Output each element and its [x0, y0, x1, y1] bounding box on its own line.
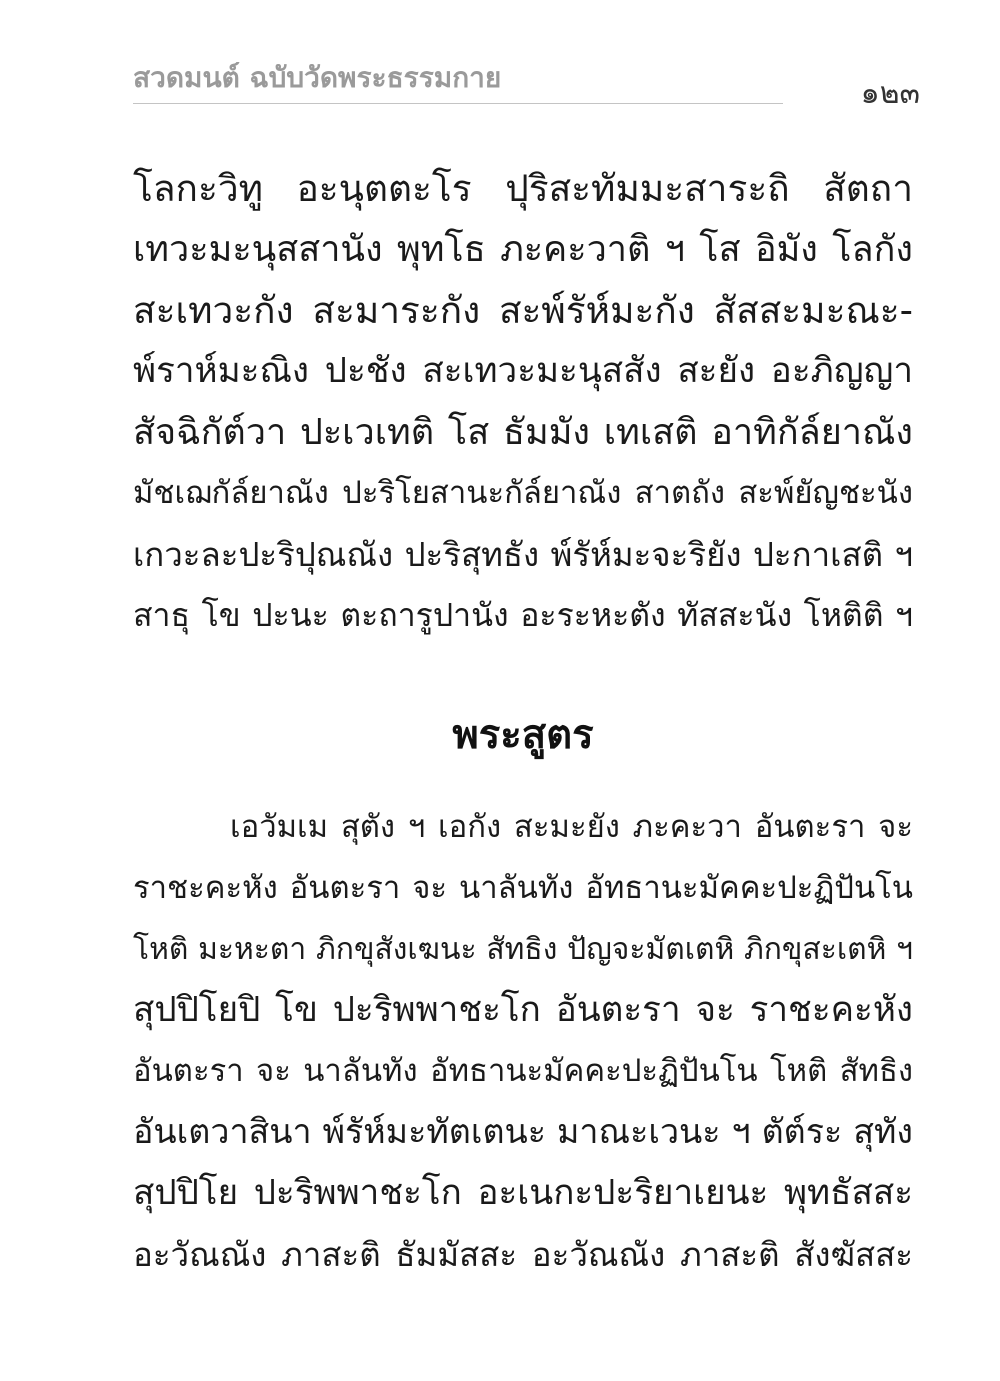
header-rule [133, 103, 783, 104]
text-line: มัชเฌกัล์ยาณัง ปะริโยสานะกัล์ยาณัง สาตถัง สะพ์ยัญชะนัง [133, 475, 913, 511]
text-line: พ์ราห์มะณิง ปะชัง สะเทวะมะนุสสัง สะยัง อะภิญญา [133, 351, 913, 391]
running-head: สวดมนต์ ฉบับวัดพระธรรมกาย [133, 61, 502, 94]
text-line: สุปปิโยปิ โข ปะริพพาชะโก อันตะรา จะ ราชะคะหัง [133, 990, 913, 1030]
text-line: เทวะมะนุสสานัง พุทโธ ภะคะวาติ ฯ โส อิมัง โลกัง [133, 229, 913, 270]
text-line: สะเทวะกัง สะมาระกัง สะพ์รัห์มะกัง สัสสะมะณะ- [133, 289, 913, 332]
text-line: อันเตวาสินา พ์รัห์มะทัตเตนะ มาณะเวนะ ฯ ตัต์ระ สุทัง [133, 1112, 913, 1152]
text-line: โลกะวิทู อะนุตตะโร ปุริสะทัมมะสาระถิ สัตถา [133, 167, 913, 210]
page-number: ๑๒๓ [860, 76, 920, 111]
text-line: อันตะรา จะ นาลันทัง อัทธานะมัคคะปะฏิปันโน โหติ สัทธิง [133, 1053, 913, 1089]
text-line: ราชะคะหัง อันตะรา จะ นาลันทัง อัทธานะมัคคะปะฏิปันโน [133, 870, 913, 906]
passage-1 [133, 158, 913, 646]
text-line: สาธุ โข ปะนะ ตะถารูปานัง อะระหะตัง ทัสสะนัง โหติติ ฯ [133, 596, 913, 634]
text-line: เอวัมเม สุตัง ฯ เอกัง สะมะยัง ภะคะวา อันตะรา จะ [230, 809, 913, 845]
passage-2 [133, 797, 913, 1285]
section-heading: พระสูตร [452, 712, 594, 758]
text-line: อะวัณณัง ภาสะติ ธัมมัสสะ อะวัณณัง ภาสะติ สังฆัสสะ [133, 1235, 913, 1274]
text-line: เกวะละปะริปุณณัง ปะริสุทธัง พ์รัห์มะจะริยัง ปะกาเสติ ฯ [133, 535, 913, 574]
text-line: โหติ มะหะตา ภิกขุสังเฆนะ สัทธิง ปัญจะมัตเตหิ ภิกขุสะเตหิ ฯ [133, 932, 913, 967]
text-line: สุปปิโย ปะริพพาชะโก อะเนกะปะริยาเยนะ พุทธัสสะ [133, 1173, 913, 1213]
text-line: สัจฉิกัต์วา ปะเวเทติ โส ธัมมัง เทเสติ อาทิกัล์ยาณัง [133, 412, 913, 453]
